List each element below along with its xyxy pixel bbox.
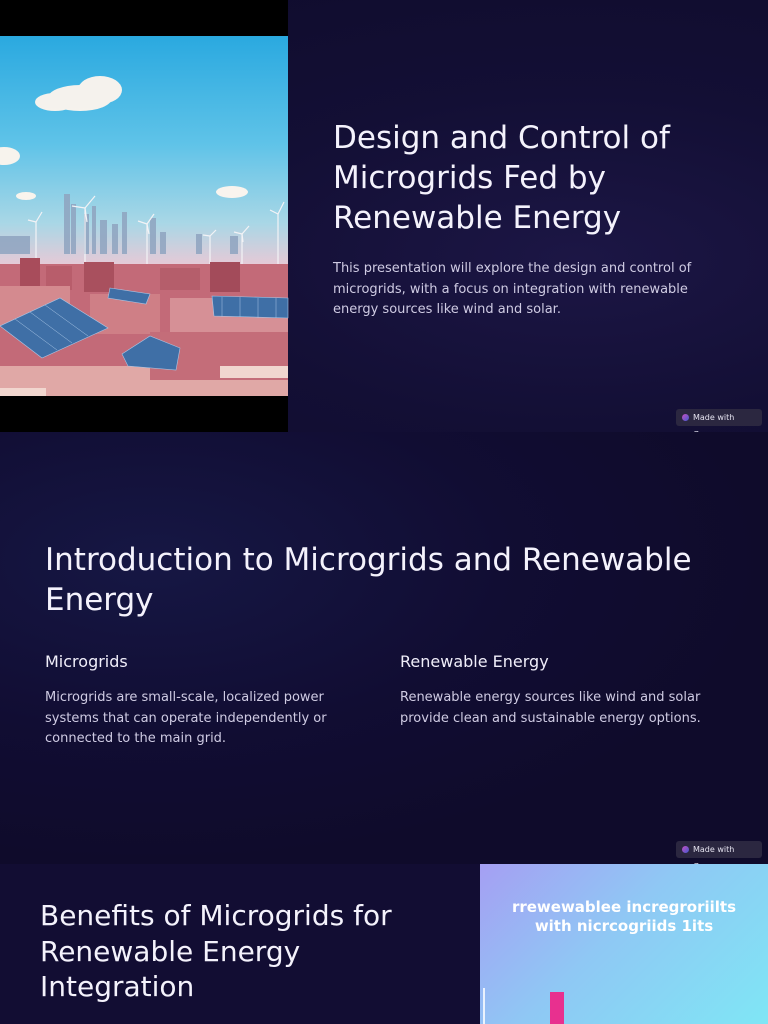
image-caption-line1: rrewewablee incregroriilts — [511, 898, 737, 916]
column-heading: Microgrids — [45, 652, 128, 671]
badge-label: Made with — [693, 845, 735, 854]
badge-label: Made with — [693, 413, 735, 422]
slide1-body: This presentation will explore the design and control of microgrids, with a focus on integration with renewable energy sources like wind and solar. — [333, 261, 692, 317]
slide1-title: Design and Control of Microgrids Fed by Renewable Energy — [333, 120, 670, 236]
city-image-frame — [0, 0, 288, 432]
slide-benefits — [0, 864, 768, 1024]
city-solar-wind-image — [0, 36, 288, 396]
column-heading: Renewable Energy — [400, 652, 549, 671]
column-microgrids — [45, 652, 365, 750]
slide2-title: Introduction to Microgrids and Renewable Energy — [45, 542, 692, 618]
slide-title — [0, 0, 768, 432]
slide-introduction — [0, 432, 768, 864]
benefits-image — [480, 864, 768, 1024]
image-line-mark — [483, 988, 485, 1024]
image-bar-mark — [550, 992, 564, 1024]
column-text: Microgrids are small-scale, localized power systems that can operate independently or connected to the main grid. — [45, 690, 327, 746]
gamma-logo-icon — [682, 414, 689, 421]
gamma-logo-icon — [682, 846, 689, 853]
made-with-gamma-badge[interactable] — [676, 409, 762, 426]
column-renewable-energy — [400, 652, 720, 729]
made-with-gamma-badge[interactable] — [676, 841, 762, 858]
slide3-title: Benefits of Microgrids for Renewable Energy Integration — [40, 899, 392, 1003]
image-caption — [480, 898, 768, 936]
city-illustration — [0, 36, 288, 396]
column-text: Renewable energy sources like wind and solar provide clean and sustainable energy options. — [400, 690, 701, 726]
image-caption-line2: with nicrcogriids 1its — [534, 917, 714, 935]
